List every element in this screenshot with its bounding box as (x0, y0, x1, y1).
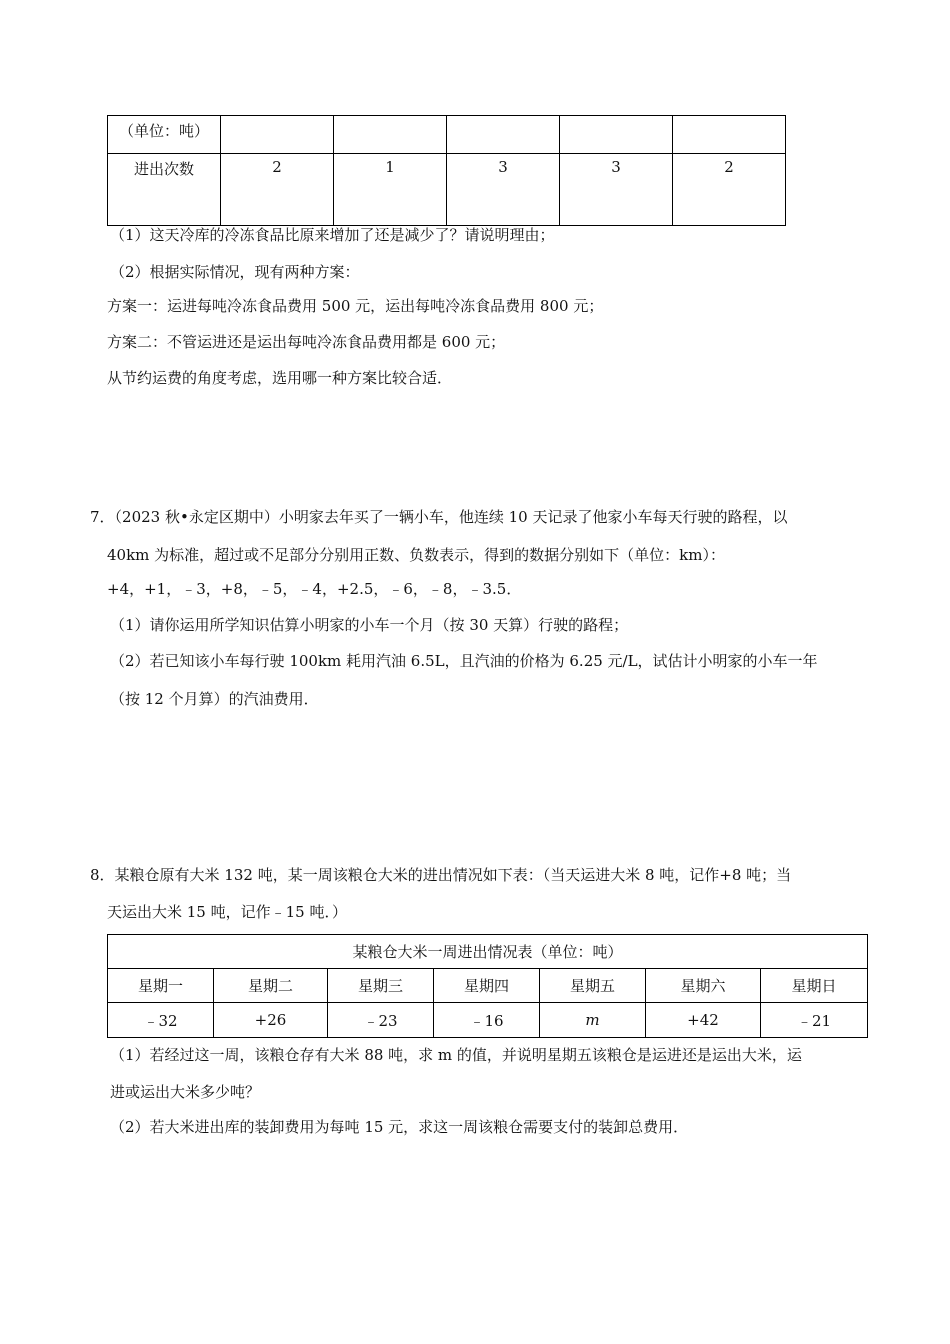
q8-line1: 8．某粮仓原有大米 132 吨，某一周该粮仓大米的进出情况如下表：（当天运进大米 8 吨，记作+8 吨；当 (90, 866, 792, 884)
table-row (108, 1003, 868, 1038)
q7-part2a: （2）若已知该小车每行驶 100km 耗用汽油 6.5L，且汽油的价格为 6.25 元/L，试估计小明家的小车一年 (110, 652, 818, 670)
q8-part1b: 进或运出大米多少吨？ (110, 1083, 261, 1101)
grain-weekly-table (107, 934, 868, 1038)
q7-line1: 7．（2023 秋•永定区期中）小明家去年买了一辆小车，他连续 10 天记录了他家小车每天行驶的路程，以 (90, 508, 788, 526)
table-cell: ﹣32 (108, 1003, 214, 1038)
q7-part2b: （按 12 个月算）的汽油费用． (110, 690, 319, 708)
table-row (108, 935, 868, 969)
table-cell (673, 116, 786, 154)
table-cell: ﹣23 (328, 1003, 434, 1038)
table-cell (560, 116, 673, 154)
q8-part1a: （1）若经过这一周，该粮仓存有大米 88 吨，求 m 的值，并说明星期五该粮仓是运进还是运出大米，运 (110, 1046, 802, 1064)
table-header-cell: 星期二 (214, 969, 328, 1003)
q7-line2: 40km 为标准，超过或不足部分分别用正数、负数表示，得到的数据分别如下（单位：km）： (107, 546, 725, 564)
table-cell: （单位：吨） (108, 116, 221, 154)
table-header-cell: 星期三 (328, 969, 434, 1003)
table-cell: 2 (673, 154, 786, 226)
table-cell: 2 (221, 154, 334, 226)
table-cell: m (540, 1003, 646, 1038)
q8-part2: （2）若大米进出库的装卸费用为每吨 15 元，求这一周该粮仓需要支付的装卸总费用． (110, 1118, 689, 1136)
table-cell: ﹣16 (434, 1003, 540, 1038)
table-cell: 1 (334, 154, 447, 226)
table-row (108, 154, 786, 226)
shipment-table (107, 115, 786, 226)
table-cell: 进出次数 (108, 154, 221, 226)
q6-question: 从节约运费的角度考虑，选用哪一种方案比较合适． (107, 369, 453, 387)
q8-line2: 天运出大米 15 吨，记作﹣15 吨．） (107, 903, 347, 921)
table-row (108, 116, 786, 154)
table-header-cell: 星期一 (108, 969, 214, 1003)
table-cell: ﹣21 (761, 1003, 868, 1038)
table-row (108, 969, 868, 1003)
table-cell: 3 (560, 154, 673, 226)
q6-part1: （1）这天冷库的冷冻食品比原来增加了还是减少了？请说明理由； (110, 226, 555, 244)
table-header-cell: 星期日 (761, 969, 868, 1003)
q7-data: +4，+1，﹣3，+8，﹣5，﹣4，+2.5，﹣6，﹣8，﹣3.5． (107, 580, 522, 598)
table-cell: +42 (646, 1003, 761, 1038)
table-cell (334, 116, 447, 154)
table-cell: +26 (214, 1003, 328, 1038)
q6-part2: （2）根据实际情况，现有两种方案： (110, 263, 360, 281)
table-header-cell: 星期四 (434, 969, 540, 1003)
q6-plan1: 方案一：运进每吨冷冻食品费用 500 元，运出每吨冷冻食品费用 800 元； (107, 297, 604, 315)
q7-part1: （1）请你运用所学知识估算小明家的小车一个月（按 30 天算）行驶的路程； (110, 616, 629, 634)
table-header-cell: 星期六 (646, 969, 761, 1003)
table-cell: 3 (447, 154, 560, 226)
table-cell (447, 116, 560, 154)
table-title: 某粮仓大米一周进出情况表（单位：吨） (108, 935, 868, 969)
table-cell (221, 116, 334, 154)
q6-plan2: 方案二：不管运进还是运出每吨冷冻食品费用都是 600 元； (107, 333, 506, 351)
table-header-cell: 星期五 (540, 969, 646, 1003)
